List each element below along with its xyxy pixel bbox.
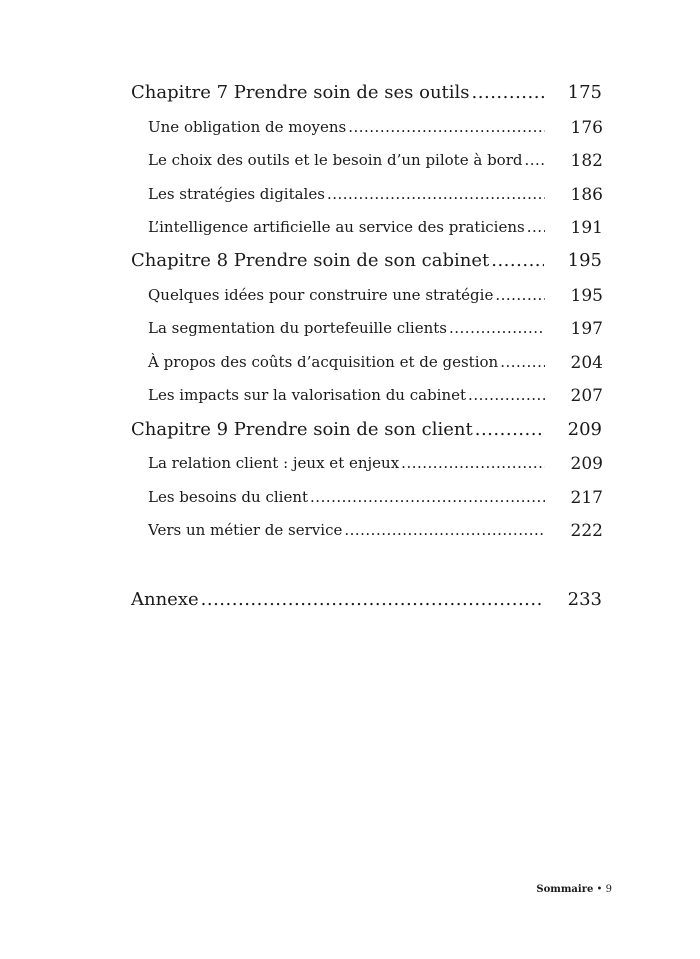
chapter-page-number: 175 bbox=[567, 82, 602, 103]
section-title: Une obligation de moyens bbox=[148, 118, 347, 136]
section-page-number: 204 bbox=[570, 353, 603, 373]
section-page-number: 186 bbox=[570, 185, 603, 205]
section-title: Les stratégies digitales bbox=[148, 185, 325, 203]
dot-leader bbox=[348, 118, 545, 136]
chapter-page-number: 195 bbox=[567, 250, 602, 271]
chapter-page-number: 209 bbox=[567, 419, 602, 440]
annex-page-number: 233 bbox=[567, 589, 602, 610]
toc-section[interactable] bbox=[148, 218, 603, 238]
section-page-number: 197 bbox=[570, 319, 603, 339]
dot-leader bbox=[327, 185, 545, 203]
toc-chapter-9[interactable] bbox=[131, 419, 602, 440]
chapter-title: Chapitre 8 Prendre soin de son cabinet bbox=[131, 250, 490, 271]
dot-leader bbox=[344, 521, 545, 539]
dot-leader bbox=[472, 82, 544, 103]
dot-leader bbox=[491, 250, 544, 271]
dot-leader bbox=[401, 454, 545, 472]
dot-leader bbox=[468, 386, 545, 404]
footer-page-number: 9 bbox=[605, 884, 612, 895]
section-page-number: 195 bbox=[570, 286, 603, 306]
annex-title: Annexe bbox=[131, 589, 199, 610]
dot-leader bbox=[527, 218, 545, 236]
dot-leader bbox=[500, 353, 545, 371]
dot-leader bbox=[449, 319, 545, 337]
toc-section[interactable] bbox=[148, 118, 603, 138]
section-title: La segmentation du portefeuille clients bbox=[148, 319, 447, 337]
section-title: Le choix des outils et le besoin d’un pilote à bord bbox=[148, 151, 523, 169]
toc-section[interactable] bbox=[148, 488, 603, 508]
page-footer bbox=[536, 884, 612, 895]
toc-chapter-8[interactable] bbox=[131, 250, 602, 271]
toc-section[interactable] bbox=[148, 286, 603, 306]
toc-section[interactable] bbox=[148, 353, 603, 373]
chapter-title: Chapitre 7 Prendre soin de ses outils bbox=[131, 82, 470, 103]
toc-section[interactable] bbox=[148, 185, 603, 205]
section-title: À propos des coûts d’acquisition et de gestion bbox=[148, 353, 499, 371]
dot-leader bbox=[475, 419, 544, 440]
dot-leader bbox=[201, 589, 544, 610]
toc-annex[interactable] bbox=[131, 589, 602, 610]
footer-separator: • bbox=[596, 884, 603, 895]
toc-section[interactable] bbox=[148, 319, 603, 339]
section-page-number: 217 bbox=[570, 488, 603, 508]
toc-section[interactable] bbox=[148, 521, 603, 541]
section-title: La relation client : jeux et enjeux bbox=[148, 454, 400, 472]
toc-section[interactable] bbox=[148, 454, 603, 474]
dot-leader bbox=[524, 151, 545, 169]
dot-leader bbox=[310, 488, 545, 506]
section-page-number: 222 bbox=[570, 521, 603, 541]
toc-section[interactable] bbox=[148, 386, 603, 406]
section-page-number: 207 bbox=[570, 386, 603, 406]
section-page-number: 176 bbox=[570, 118, 603, 138]
section-title: L’intelligence artificielle au service des praticiens bbox=[148, 218, 525, 236]
section-page-number: 182 bbox=[570, 151, 603, 171]
dot-leader bbox=[495, 286, 545, 304]
section-title: Les besoins du client bbox=[148, 488, 309, 506]
section-title: Vers un métier de service bbox=[148, 521, 343, 539]
section-title: Quelques idées pour construire une stratégie bbox=[148, 286, 494, 304]
section-page-number: 191 bbox=[570, 218, 603, 238]
chapter-title: Chapitre 9 Prendre soin de son client bbox=[131, 419, 473, 440]
section-page-number: 209 bbox=[570, 454, 603, 474]
section-title: Les impacts sur la valorisation du cabinet bbox=[148, 386, 467, 404]
toc-section[interactable] bbox=[148, 151, 603, 171]
toc-chapter-7[interactable] bbox=[131, 82, 602, 103]
footer-section-label: Sommaire bbox=[536, 884, 594, 895]
